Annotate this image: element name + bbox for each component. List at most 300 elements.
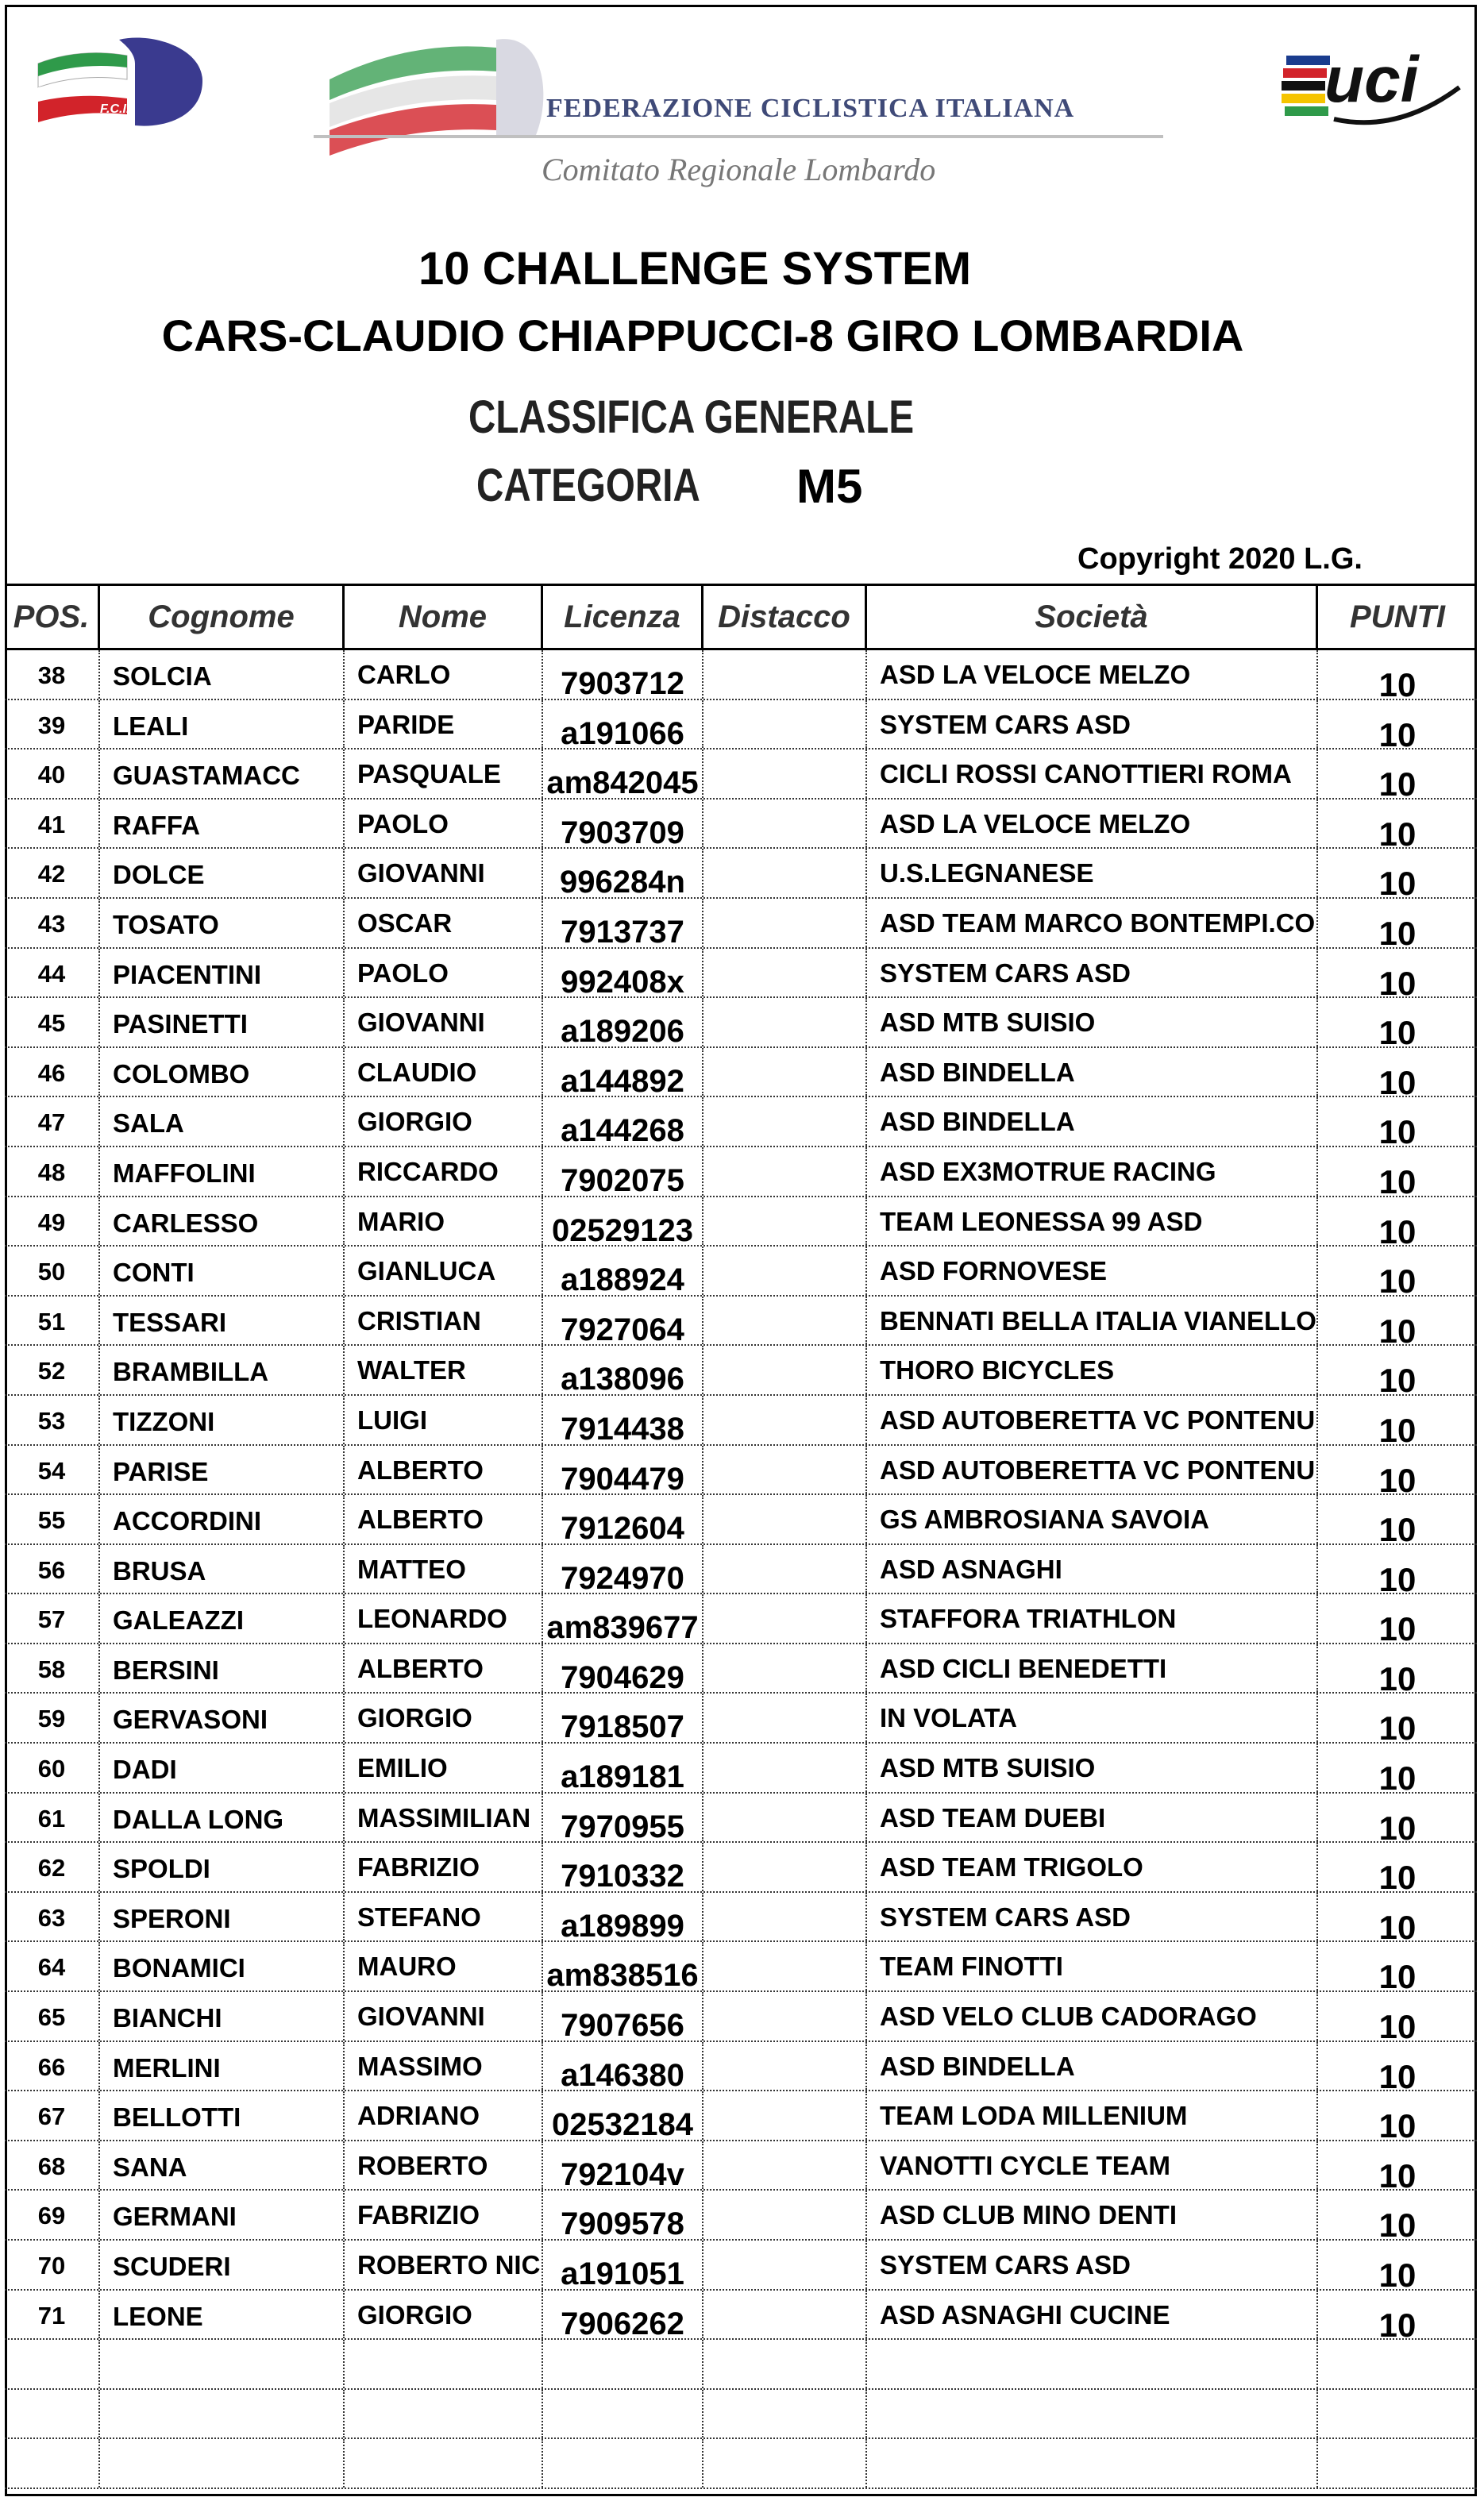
cell-nome: OSCAR [345, 899, 543, 947]
cell-nome: ROBERTO [345, 2141, 543, 2190]
empty-cell [100, 2390, 345, 2438]
cell-punti: 10 [1378, 1709, 1417, 1743]
column-header-nome: Nome [345, 586, 543, 648]
cell-licenza: 992408x [543, 949, 703, 997]
cell-pos: 38 [5, 650, 100, 699]
cell-punti: 10 [1378, 1312, 1417, 1345]
empty-cell [5, 2340, 100, 2388]
cell-licenza: a189206 [543, 998, 703, 1046]
cell-nome: CRISTIAN [345, 1297, 543, 1345]
cell-distacco [703, 650, 867, 699]
federation-name: FEDERAZIONE CICLISTICA ITALIANA [546, 94, 1075, 123]
table-row [5, 1247, 1477, 1297]
cell-nome: MARIO [345, 1197, 543, 1246]
cell-nome: ALBERTO [345, 1495, 543, 1543]
cell-punti: 10 [1378, 2206, 1417, 2239]
cell-pos: 67 [5, 2091, 100, 2140]
cell-licenza: 7909578 [543, 2191, 703, 2239]
empty-cell [100, 2439, 345, 2488]
cell-licenza: 02532184 [543, 2091, 703, 2140]
cell-pos: 42 [5, 849, 100, 897]
cell-distacco [703, 1197, 867, 1246]
cell-societa: ASD MTB SUISIO [867, 1744, 1318, 1792]
table-row [5, 1644, 1477, 1694]
cell-societa: TEAM LEONESSA 99 ASD [867, 1197, 1318, 1246]
cell-punti: 10 [1378, 1610, 1417, 1643]
empty-cell [867, 2439, 1318, 2488]
cell-punti: 10 [1378, 2306, 1417, 2339]
cell-cognome: COLOMBO [100, 1048, 345, 1096]
table-row [5, 1048, 1477, 1098]
cell-pos: 62 [5, 1843, 100, 1891]
cell-nome: PASQUALE [345, 750, 543, 798]
cell-licenza: a189181 [543, 1744, 703, 1792]
cell-societa: VANOTTI CYCLE TEAM [867, 2141, 1318, 2190]
table-row [5, 1346, 1477, 1396]
cell-distacco [703, 1396, 867, 1444]
cell-societa: ASD BINDELLA [867, 2042, 1318, 2091]
cell-societa: IN VOLATA [867, 1694, 1318, 1742]
cell-licenza: 7910332 [543, 1843, 703, 1891]
cell-distacco [703, 2191, 867, 2239]
empty-table-row [5, 2340, 1477, 2390]
cell-distacco [703, 2141, 867, 2190]
table-row [5, 2241, 1477, 2291]
cell-societa: ASD TEAM DUEBI [867, 1794, 1318, 1842]
cell-licenza: a138096 [543, 1346, 703, 1394]
cell-cognome: BONAMICI [100, 1942, 345, 1990]
cell-societa: STAFFORA TRIATHLON [867, 1594, 1318, 1643]
cell-societa: ASD CICLI BENEDETTI [867, 1644, 1318, 1693]
cell-distacco [703, 1843, 867, 1891]
cell-societa: THORO BICYCLES [867, 1346, 1318, 1394]
cell-cognome: GUASTAMACC [100, 750, 345, 798]
cell-cognome: MAFFOLINI [100, 1147, 345, 1196]
cell-punti: 10 [1378, 1362, 1417, 1394]
cell-pos: 70 [5, 2241, 100, 2289]
column-header-pos: POS. [5, 586, 100, 648]
table-body [5, 650, 1477, 2489]
cell-pos: 61 [5, 1794, 100, 1842]
cell-pos: 50 [5, 1247, 100, 1295]
empty-cell [1318, 2390, 1477, 2438]
cell-punti: 10 [1378, 2057, 1417, 2091]
cell-nome: MAURO [345, 1942, 543, 1990]
cell-punti: 10 [1378, 666, 1417, 699]
cell-cognome: SALA [100, 1097, 345, 1146]
cell-societa: ASD TEAM MARCO BONTEMPI.CO [867, 899, 1318, 947]
cell-nome: FABRIZIO [345, 1843, 543, 1891]
table-header [5, 586, 1477, 650]
cell-nome: GIORGIO [345, 1097, 543, 1146]
cell-pos: 56 [5, 1545, 100, 1593]
cell-cognome: SANA [100, 2141, 345, 2190]
cell-licenza: 7927064 [543, 1297, 703, 1345]
cell-nome: FABRIZIO [345, 2191, 543, 2239]
cell-punti: 10 [1378, 1809, 1417, 1842]
cell-cognome: RAFFA [100, 800, 345, 848]
table-row [5, 1097, 1477, 1147]
cell-licenza: 7906262 [543, 2291, 703, 2339]
cell-cognome: LEALI [100, 700, 345, 749]
empty-cell [543, 2439, 703, 2488]
empty-cell [100, 2340, 345, 2388]
cell-licenza: 7924970 [543, 1545, 703, 1593]
table-row [5, 2191, 1477, 2241]
empty-cell [345, 2439, 543, 2488]
empty-cell [867, 2340, 1318, 2388]
cell-distacco [703, 1893, 867, 1941]
cell-nome: LEONARDO [345, 1594, 543, 1643]
cell-nome: GIORGIO [345, 2291, 543, 2339]
cell-licenza: 7903709 [543, 800, 703, 848]
cell-distacco [703, 1297, 867, 1345]
cell-societa: CICLI ROSSI CANOTTIERI ROMA [867, 750, 1318, 798]
cell-pos: 57 [5, 1594, 100, 1643]
standings-table [5, 586, 1477, 2489]
cell-nome: ADRIANO [345, 2091, 543, 2140]
table-row [5, 1893, 1477, 1943]
cell-cognome: PIACENTINI [100, 949, 345, 997]
cell-distacco [703, 1346, 867, 1394]
cell-punti: 10 [1378, 1511, 1417, 1543]
cell-punti: 10 [1378, 1262, 1417, 1295]
cell-societa: SYSTEM CARS ASD [867, 949, 1318, 997]
copyright-text: Copyright 2020 L.G. [1077, 542, 1363, 576]
cell-punti: 10 [1378, 2107, 1417, 2140]
cell-pos: 48 [5, 1147, 100, 1196]
cell-societa: U.S.LEGNANESE [867, 849, 1318, 897]
cell-punti: 10 [1378, 1113, 1417, 1146]
table-row [5, 1396, 1477, 1446]
cell-distacco [703, 1446, 867, 1494]
cell-cognome: BIANCHI [100, 1992, 345, 2040]
cell-licenza: am839677 [543, 1594, 703, 1643]
table-row [5, 650, 1477, 700]
classification-heading: CLASSIFICA GENERALE [468, 391, 915, 443]
cell-cognome: CARLESSO [100, 1197, 345, 1246]
cell-distacco [703, 1247, 867, 1295]
cell-punti: 10 [1378, 715, 1417, 749]
cell-licenza: 7907656 [543, 1992, 703, 2040]
cell-societa: ASD LA VELOCE MELZO [867, 800, 1318, 848]
cell-societa: SYSTEM CARS ASD [867, 700, 1318, 749]
cell-punti: 10 [1378, 2008, 1417, 2040]
cell-licenza: 7903712 [543, 650, 703, 699]
cell-licenza: 7918507 [543, 1694, 703, 1742]
cell-pos: 60 [5, 1744, 100, 1792]
cell-cognome: TESSARI [100, 1297, 345, 1345]
cell-distacco [703, 700, 867, 749]
cell-societa: ASD FORNOVESE [867, 1247, 1318, 1295]
cell-distacco [703, 2091, 867, 2140]
table-row [5, 849, 1477, 899]
cell-punti: 10 [1378, 1014, 1417, 1046]
table-row [5, 2141, 1477, 2191]
table-row [5, 1942, 1477, 1992]
cell-distacco [703, 899, 867, 947]
cell-licenza: 7970955 [543, 1794, 703, 1842]
cell-nome: MASSIMILIAN [345, 1794, 543, 1842]
cell-punti: 10 [1378, 1063, 1417, 1096]
table-row [5, 949, 1477, 999]
cell-distacco [703, 1942, 867, 1990]
cell-pos: 66 [5, 2042, 100, 2091]
cell-nome: GIORGIO [345, 1694, 543, 1742]
cell-punti: 10 [1378, 1212, 1417, 1246]
cell-nome: LUIGI [345, 1396, 543, 1444]
empty-cell [5, 2439, 100, 2488]
cell-pos: 71 [5, 2291, 100, 2339]
cell-pos: 63 [5, 1893, 100, 1941]
cell-distacco [703, 1694, 867, 1742]
uci-logo-text: uci [1324, 44, 1419, 116]
cell-punti: 10 [1378, 1958, 1417, 1991]
category-value: M5 [796, 460, 863, 513]
cell-licenza: am842045 [543, 750, 703, 798]
cell-licenza: 7914438 [543, 1396, 703, 1444]
empty-cell [5, 2390, 100, 2438]
cell-societa: ASD LA VELOCE MELZO [867, 650, 1318, 699]
cell-licenza: 7912604 [543, 1495, 703, 1543]
cell-pos: 49 [5, 1197, 100, 1246]
empty-cell [867, 2390, 1318, 2438]
cell-cognome: LEONE [100, 2291, 345, 2339]
category-label: CATEGORIA [476, 460, 700, 511]
cell-distacco [703, 1048, 867, 1096]
empty-cell [345, 2390, 543, 2438]
cell-societa: ASD BINDELLA [867, 1048, 1318, 1096]
cell-societa: ASD AUTOBERETTA VC PONTENU [867, 1396, 1318, 1444]
column-header-distacco: Distacco [703, 586, 867, 648]
cell-nome: ROBERTO NIC [345, 2241, 543, 2289]
table-row [5, 899, 1477, 949]
table-row [5, 2291, 1477, 2341]
cell-nome: MASSIMO [345, 2042, 543, 2091]
cell-cognome: BERSINI [100, 1644, 345, 1693]
cell-pos: 52 [5, 1346, 100, 1394]
cell-punti: 10 [1378, 865, 1417, 897]
cell-cognome: SOLCIA [100, 650, 345, 699]
cell-licenza: am838516 [543, 1942, 703, 1990]
cell-cognome: TIZZONI [100, 1396, 345, 1444]
cell-societa: ASD TEAM TRIGOLO [867, 1843, 1318, 1891]
cell-cognome: GALEAZZI [100, 1594, 345, 1643]
cell-cognome: ACCORDINI [100, 1495, 345, 1543]
cell-cognome: DOLCE [100, 849, 345, 897]
cell-pos: 41 [5, 800, 100, 848]
table-row [5, 2042, 1477, 2092]
column-header-cognome: Cognome [100, 586, 345, 648]
cell-cognome: DALLA LONG [100, 1794, 345, 1842]
table-row [5, 1147, 1477, 1197]
uci-logo [1278, 32, 1469, 135]
cell-distacco [703, 1794, 867, 1842]
cell-societa: ASD VELO CLUB CADORAGO [867, 1992, 1318, 2040]
cell-distacco [703, 1644, 867, 1693]
cell-pos: 69 [5, 2191, 100, 2239]
cell-distacco [703, 1545, 867, 1593]
cell-cognome: CONTI [100, 1247, 345, 1295]
cell-pos: 64 [5, 1942, 100, 1990]
cell-distacco [703, 2241, 867, 2289]
cell-licenza: a188924 [543, 1247, 703, 1295]
cell-nome: GIOVANNI [345, 998, 543, 1046]
table-row [5, 1495, 1477, 1545]
cell-punti: 10 [1378, 1411, 1417, 1444]
cell-cognome: MERLINI [100, 2042, 345, 2091]
cell-licenza: 7902075 [543, 1147, 703, 1196]
table-row [5, 998, 1477, 1048]
column-header-societa: Società [867, 586, 1318, 648]
cell-pos: 46 [5, 1048, 100, 1096]
empty-cell [703, 2390, 867, 2438]
cell-nome: CARLO [345, 650, 543, 699]
table-row [5, 700, 1477, 750]
empty-cell [543, 2340, 703, 2388]
cell-licenza: 7913737 [543, 899, 703, 947]
cell-licenza: 7904479 [543, 1446, 703, 1494]
cell-pos: 58 [5, 1644, 100, 1693]
cell-nome: PARIDE [345, 700, 543, 749]
table-row [5, 1446, 1477, 1496]
cell-punti: 10 [1378, 1162, 1417, 1196]
cell-distacco [703, 849, 867, 897]
cell-punti: 10 [1378, 914, 1417, 947]
page-title: 10 CHALLENGE SYSTEM [418, 243, 972, 295]
cell-nome: EMILIO [345, 1744, 543, 1792]
table-row [5, 1992, 1477, 2042]
cell-societa: ASD ASNAGHI [867, 1545, 1318, 1593]
table-row [5, 1694, 1477, 1744]
cell-punti: 10 [1378, 2256, 1417, 2289]
table-row [5, 800, 1477, 850]
cell-societa: ASD MTB SUISIO [867, 998, 1318, 1046]
cell-licenza: 7904629 [543, 1644, 703, 1693]
empty-table-row [5, 2390, 1477, 2440]
cell-nome: WALTER [345, 1346, 543, 1394]
cell-punti: 10 [1378, 1461, 1417, 1494]
cell-pos: 65 [5, 1992, 100, 2040]
cell-cognome: DADI [100, 1744, 345, 1792]
cell-distacco [703, 949, 867, 997]
cell-punti: 10 [1378, 765, 1417, 798]
cell-nome: STEFANO [345, 1893, 543, 1941]
cell-nome: CLAUDIO [345, 1048, 543, 1096]
cell-punti: 10 [1378, 1859, 1417, 1891]
cell-distacco [703, 800, 867, 848]
cell-societa: TEAM LODA MILLENIUM [867, 2091, 1318, 2140]
cell-societa: TEAM FINOTTI [867, 1942, 1318, 1990]
cell-punti: 10 [1378, 964, 1417, 997]
cell-licenza: a191051 [543, 2241, 703, 2289]
cell-nome: ALBERTO [345, 1446, 543, 1494]
cell-licenza: a189899 [543, 1893, 703, 1941]
table-row [5, 2091, 1477, 2141]
cell-pos: 39 [5, 700, 100, 749]
committee-name: Comitato Regionale Lombardo [542, 152, 936, 187]
cell-societa: SYSTEM CARS ASD [867, 2241, 1318, 2289]
cell-licenza: a144268 [543, 1097, 703, 1146]
cell-nome: GIOVANNI [345, 1992, 543, 2040]
empty-cell [703, 2439, 867, 2488]
cell-cognome: BRAMBILLA [100, 1346, 345, 1394]
cell-societa: ASD EX3MOTRUE RACING [867, 1147, 1318, 1196]
empty-cell [1318, 2340, 1477, 2388]
cell-distacco [703, 1147, 867, 1196]
cell-cognome: SCUDERI [100, 2241, 345, 2289]
cell-punti: 10 [1378, 1560, 1417, 1593]
cell-societa: SYSTEM CARS ASD [867, 1893, 1318, 1941]
cell-pos: 68 [5, 2141, 100, 2190]
cell-nome: GIOVANNI [345, 849, 543, 897]
cell-societa: BENNATI BELLA ITALIA VIANELLO [867, 1297, 1318, 1345]
cell-licenza: 996284n [543, 849, 703, 897]
page-subtitle: CARS-CLAUDIO CHIAPPUCCI-8 GIRO LOMBARDIA [161, 310, 1244, 360]
cell-cognome: BELLOTTI [100, 2091, 345, 2140]
cell-pos: 53 [5, 1396, 100, 1444]
cell-punti: 10 [1378, 1659, 1417, 1693]
cell-societa: GS AMBROSIANA SAVOIA [867, 1495, 1318, 1543]
cell-societa: ASD BINDELLA [867, 1097, 1318, 1146]
cell-pos: 55 [5, 1495, 100, 1543]
cell-pos: 54 [5, 1446, 100, 1494]
cell-distacco [703, 2042, 867, 2091]
table-row [5, 1744, 1477, 1794]
cell-distacco [703, 1744, 867, 1792]
cell-societa: ASD ASNAGHI CUCINE [867, 2291, 1318, 2339]
cell-cognome: GERVASONI [100, 1694, 345, 1742]
cell-pos: 43 [5, 899, 100, 947]
table-row [5, 1794, 1477, 1844]
column-header-punti: PUNTI [1350, 599, 1445, 634]
cell-distacco [703, 2291, 867, 2339]
cell-pos: 51 [5, 1297, 100, 1345]
fci-logo [32, 32, 208, 133]
cell-punti: 10 [1378, 2156, 1417, 2190]
empty-table-row [5, 2439, 1477, 2489]
empty-cell [543, 2390, 703, 2438]
empty-cell [703, 2340, 867, 2388]
cell-licenza: 02529123 [543, 1197, 703, 1246]
empty-cell [1318, 2439, 1477, 2488]
cell-distacco [703, 998, 867, 1046]
cell-pos: 47 [5, 1097, 100, 1146]
cell-licenza: 792104v [543, 2141, 703, 2190]
cell-nome: GIANLUCA [345, 1247, 543, 1295]
cell-pos: 44 [5, 949, 100, 997]
cell-punti: 10 [1378, 1908, 1417, 1941]
table-row [5, 1594, 1477, 1644]
table-row [5, 1545, 1477, 1595]
cell-cognome: SPOLDI [100, 1843, 345, 1891]
cell-cognome: PARISE [100, 1446, 345, 1494]
cell-pos: 40 [5, 750, 100, 798]
table-row [5, 750, 1477, 800]
column-header-licenza: Licenza [543, 586, 703, 648]
cell-pos: 59 [5, 1694, 100, 1742]
cell-licenza: a191066 [543, 700, 703, 749]
cell-cognome: GERMANI [100, 2191, 345, 2239]
cell-punti: 10 [1378, 815, 1417, 848]
cell-distacco [703, 1495, 867, 1543]
cell-nome: MATTEO [345, 1545, 543, 1593]
cell-nome: ALBERTO [345, 1644, 543, 1693]
cell-societa: ASD CLUB MINO DENTI [867, 2191, 1318, 2239]
fci-logo-text: F.C.I. [100, 102, 130, 116]
cell-cognome: BRUSA [100, 1545, 345, 1593]
cell-distacco [703, 1097, 867, 1146]
